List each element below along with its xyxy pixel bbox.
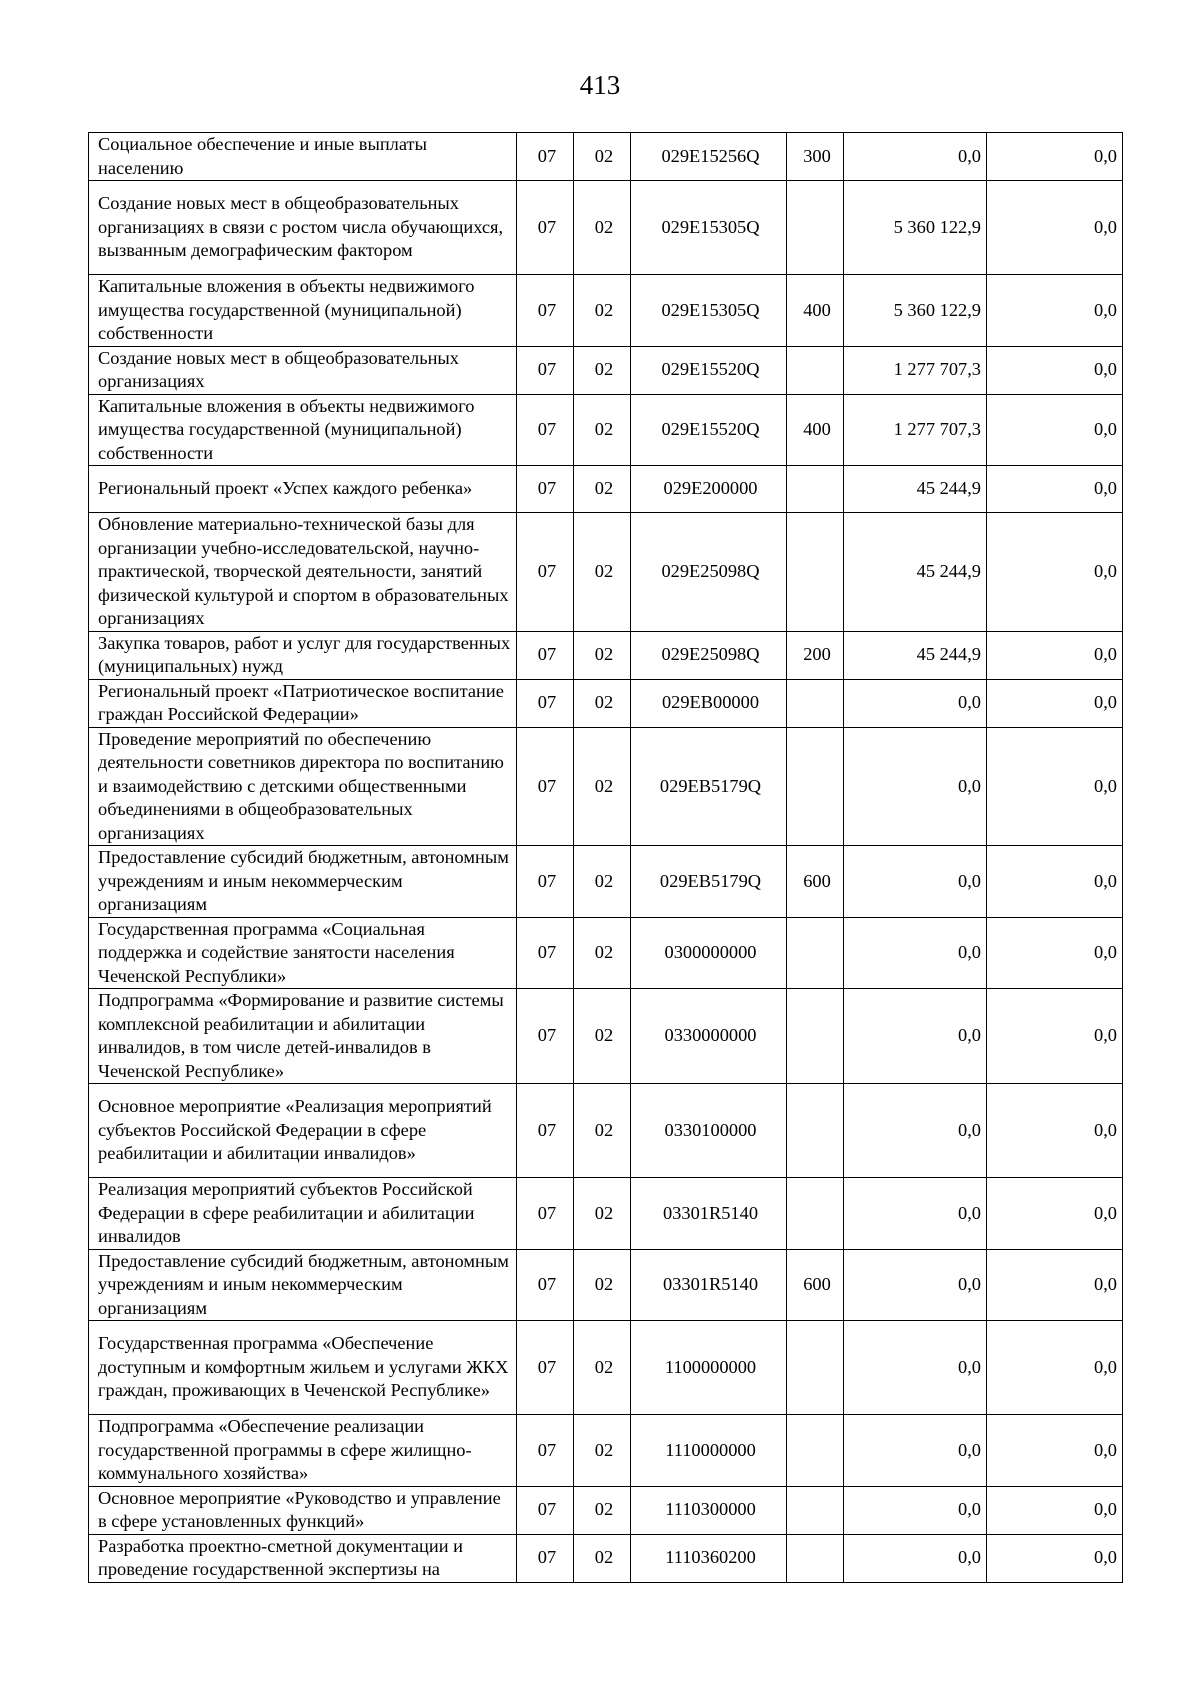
row-section-code: 07 — [517, 1249, 574, 1321]
row-amount-1: 0,0 — [844, 679, 987, 727]
row-name: Капитальные вложения в объекты недвижимого имущества государственной (муниципальной) собственности — [89, 275, 517, 347]
row-target-article: 029E15256Q — [631, 133, 787, 181]
row-section-code: 07 — [517, 513, 574, 632]
row-subsection-code: 02 — [574, 1415, 631, 1487]
row-expense-type: 200 — [787, 631, 844, 679]
row-name: Подпрограмма «Обеспечение реализации государственной программы в сфере жилищно-коммунального хозяйства» — [89, 1415, 517, 1487]
row-subsection-code: 02 — [574, 1084, 631, 1178]
row-subsection-code: 02 — [574, 513, 631, 632]
table-row — [89, 679, 1123, 727]
table-row — [89, 1321, 1123, 1415]
row-expense-type — [787, 727, 844, 846]
row-name: Создание новых мест в общеобразовательных организациях — [89, 346, 517, 394]
row-name: Создание новых мест в общеобразовательных организациях в связи с ростом числа обучающихся, вызванным демографическим фактором — [89, 181, 517, 275]
row-name: Основное мероприятие «Реализация мероприятий субъектов Российской Федерации в сфере реабилитации и абилитации инвалидов» — [89, 1084, 517, 1178]
row-amount-1: 0,0 — [844, 846, 987, 918]
row-target-article: 029E15305Q — [631, 275, 787, 347]
table-row — [89, 989, 1123, 1084]
row-section-code: 07 — [517, 1534, 574, 1582]
table-row — [89, 275, 1123, 347]
row-target-article: 03301R5140 — [631, 1249, 787, 1321]
row-amount-1: 1 277 707,3 — [844, 346, 987, 394]
row-subsection-code: 02 — [574, 181, 631, 275]
row-name: Государственная программа «Обеспечение доступным и комфортным жильем и услугами ЖКХ граждан, проживающих в Чеченской Республике» — [89, 1321, 517, 1415]
row-expense-type — [787, 346, 844, 394]
row-expense-type — [787, 1084, 844, 1178]
row-section-code: 07 — [517, 989, 574, 1084]
row-amount-2: 0,0 — [987, 917, 1123, 989]
row-target-article: 1110360200 — [631, 1534, 787, 1582]
row-amount-2: 0,0 — [987, 1178, 1123, 1250]
row-expense-type: 300 — [787, 133, 844, 181]
table-row — [89, 1534, 1123, 1582]
table-row — [89, 346, 1123, 394]
table-row — [89, 846, 1123, 918]
row-name: Региональный проект «Успех каждого ребенка» — [89, 466, 517, 513]
row-subsection-code: 02 — [574, 989, 631, 1084]
row-target-article: 029EB5179Q — [631, 846, 787, 918]
budget-table — [88, 132, 1123, 1583]
row-amount-1: 0,0 — [844, 1321, 987, 1415]
table-row — [89, 727, 1123, 846]
row-subsection-code: 02 — [574, 631, 631, 679]
row-amount-2: 0,0 — [987, 275, 1123, 347]
row-subsection-code: 02 — [574, 346, 631, 394]
row-expense-type — [787, 1178, 844, 1250]
table-row — [89, 1486, 1123, 1534]
row-subsection-code: 02 — [574, 679, 631, 727]
row-section-code: 07 — [517, 275, 574, 347]
row-name: Проведение мероприятий по обеспечению деятельности советников директора по воспитанию и взаимодействию с детскими общественными объединениями в общеобразовательных организациях — [89, 727, 517, 846]
row-section-code: 07 — [517, 1084, 574, 1178]
row-target-article: 0330000000 — [631, 989, 787, 1084]
row-amount-1: 45 244,9 — [844, 466, 987, 513]
row-section-code: 07 — [517, 466, 574, 513]
row-amount-2: 0,0 — [987, 133, 1123, 181]
row-amount-1: 45 244,9 — [844, 513, 987, 632]
row-amount-2: 0,0 — [987, 631, 1123, 679]
row-expense-type — [787, 181, 844, 275]
row-section-code: 07 — [517, 631, 574, 679]
row-target-article: 1110000000 — [631, 1415, 787, 1487]
row-amount-2: 0,0 — [987, 1534, 1123, 1582]
row-target-article: 1110300000 — [631, 1486, 787, 1534]
row-amount-2: 0,0 — [987, 846, 1123, 918]
row-amount-2: 0,0 — [987, 466, 1123, 513]
row-subsection-code: 02 — [574, 466, 631, 513]
row-section-code: 07 — [517, 846, 574, 918]
row-amount-2: 0,0 — [987, 1321, 1123, 1415]
row-name: Предоставление субсидий бюджетным, автономным учреждениям и иным некоммерческим организациям — [89, 1249, 517, 1321]
row-amount-1: 5 360 122,9 — [844, 181, 987, 275]
row-amount-2: 0,0 — [987, 989, 1123, 1084]
row-target-article: 03301R5140 — [631, 1178, 787, 1250]
row-amount-1: 0,0 — [844, 917, 987, 989]
row-name: Разработка проектно-сметной документации и проведение государственной экспертизы на — [89, 1534, 517, 1582]
row-target-article: 029EB00000 — [631, 679, 787, 727]
table-row — [89, 513, 1123, 632]
row-expense-type — [787, 1321, 844, 1415]
row-name: Предоставление субсидий бюджетным, автономным учреждениям и иным некоммерческим организациям — [89, 846, 517, 918]
row-subsection-code: 02 — [574, 394, 631, 466]
row-target-article: 029E200000 — [631, 466, 787, 513]
row-target-article: 029E25098Q — [631, 513, 787, 632]
row-expense-type: 400 — [787, 275, 844, 347]
row-target-article: 0330100000 — [631, 1084, 787, 1178]
row-name: Подпрограмма «Формирование и развитие системы комплексной реабилитации и абилитации инвалидов, в том числе детей-инвалидов в Чеченской Республике» — [89, 989, 517, 1084]
row-amount-2: 0,0 — [987, 181, 1123, 275]
row-amount-1: 0,0 — [844, 1084, 987, 1178]
row-section-code: 07 — [517, 346, 574, 394]
row-section-code: 07 — [517, 1321, 574, 1415]
row-amount-2: 0,0 — [987, 727, 1123, 846]
row-expense-type — [787, 1486, 844, 1534]
row-name: Обновление материально-технической базы для организации учебно-исследовательской, научно-практической, творческой деятельности, занятий физической культурой и спортом в образовательных организациях — [89, 513, 517, 632]
table-row — [89, 917, 1123, 989]
row-section-code: 07 — [517, 1415, 574, 1487]
row-target-article: 1100000000 — [631, 1321, 787, 1415]
row-section-code: 07 — [517, 1486, 574, 1534]
row-subsection-code: 02 — [574, 917, 631, 989]
table-row — [89, 1415, 1123, 1487]
row-subsection-code: 02 — [574, 133, 631, 181]
row-expense-type — [787, 466, 844, 513]
row-amount-1: 0,0 — [844, 1178, 987, 1250]
row-subsection-code: 02 — [574, 727, 631, 846]
row-amount-2: 0,0 — [987, 1415, 1123, 1487]
row-amount-1: 0,0 — [844, 727, 987, 846]
table-row — [89, 133, 1123, 181]
row-amount-1: 0,0 — [844, 1415, 987, 1487]
row-subsection-code: 02 — [574, 1486, 631, 1534]
row-subsection-code: 02 — [574, 1249, 631, 1321]
row-amount-2: 0,0 — [987, 394, 1123, 466]
row-amount-1: 5 360 122,9 — [844, 275, 987, 347]
row-amount-2: 0,0 — [987, 1084, 1123, 1178]
row-target-article: 029E25098Q — [631, 631, 787, 679]
row-amount-1: 0,0 — [844, 1486, 987, 1534]
row-subsection-code: 02 — [574, 275, 631, 347]
row-subsection-code: 02 — [574, 846, 631, 918]
row-target-article: 029E15305Q — [631, 181, 787, 275]
row-amount-1: 0,0 — [844, 1534, 987, 1582]
row-amount-2: 0,0 — [987, 346, 1123, 394]
page-number: 413 — [579, 70, 621, 100]
row-name: Региональный проект «Патриотическое воспитание граждан Российской Федерации» — [89, 679, 517, 727]
row-subsection-code: 02 — [574, 1321, 631, 1415]
row-section-code: 07 — [517, 727, 574, 846]
row-section-code: 07 — [517, 133, 574, 181]
table-row — [89, 1084, 1123, 1178]
table-row — [89, 1249, 1123, 1321]
budget-table-body — [89, 133, 1123, 1583]
row-target-article: 029E15520Q — [631, 394, 787, 466]
row-expense-type: 400 — [787, 394, 844, 466]
row-amount-1: 1 277 707,3 — [844, 394, 987, 466]
row-amount-2: 0,0 — [987, 513, 1123, 632]
table-row — [89, 1178, 1123, 1250]
row-section-code: 07 — [517, 1178, 574, 1250]
row-amount-2: 0,0 — [987, 1249, 1123, 1321]
row-expense-type: 600 — [787, 846, 844, 918]
row-amount-1: 0,0 — [844, 1249, 987, 1321]
row-expense-type — [787, 1534, 844, 1582]
table-row — [89, 466, 1123, 513]
row-expense-type — [787, 679, 844, 727]
row-amount-1: 0,0 — [844, 133, 987, 181]
row-expense-type — [787, 989, 844, 1084]
table-row — [89, 394, 1123, 466]
row-name: Закупка товаров, работ и услуг для государственных (муниципальных) нужд — [89, 631, 517, 679]
row-name: Реализация мероприятий субъектов Российской Федерации в сфере реабилитации и абилитации инвалидов — [89, 1178, 517, 1250]
row-name: Государственная программа «Социальная поддержка и содействие занятости населения Чеченской Республики» — [89, 917, 517, 989]
row-name: Капитальные вложения в объекты недвижимого имущества государственной (муниципальной) собственности — [89, 394, 517, 466]
row-section-code: 07 — [517, 679, 574, 727]
row-expense-type — [787, 1415, 844, 1487]
row-section-code: 07 — [517, 917, 574, 989]
table-row — [89, 631, 1123, 679]
row-amount-2: 0,0 — [987, 679, 1123, 727]
row-expense-type — [787, 917, 844, 989]
row-amount-1: 45 244,9 — [844, 631, 987, 679]
row-target-article: 0300000000 — [631, 917, 787, 989]
row-section-code: 07 — [517, 181, 574, 275]
table-row — [89, 181, 1123, 275]
row-subsection-code: 02 — [574, 1178, 631, 1250]
row-expense-type: 600 — [787, 1249, 844, 1321]
row-amount-1: 0,0 — [844, 989, 987, 1084]
row-expense-type — [787, 513, 844, 632]
row-name: Основное мероприятие «Руководство и управление в сфере установленных функций» — [89, 1486, 517, 1534]
row-amount-2: 0,0 — [987, 1486, 1123, 1534]
row-subsection-code: 02 — [574, 1534, 631, 1582]
row-target-article: 029E15520Q — [631, 346, 787, 394]
row-section-code: 07 — [517, 394, 574, 466]
row-name: Социальное обеспечение и иные выплаты населению — [89, 133, 517, 181]
row-target-article: 029EB5179Q — [631, 727, 787, 846]
